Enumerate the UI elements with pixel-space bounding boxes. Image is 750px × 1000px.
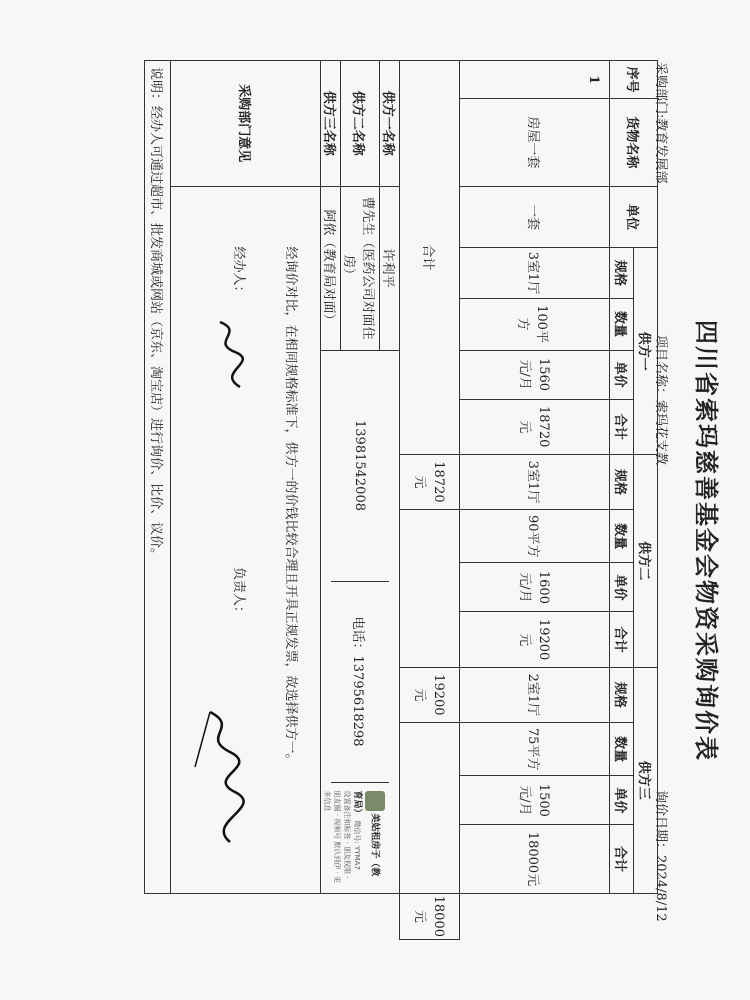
supplier2-name: 曹先生（医药公司对面住房） [341, 186, 380, 350]
header-supplier3: 供方三 [634, 667, 658, 893]
empty-cell [400, 722, 460, 893]
header-qty: 数量 [610, 722, 634, 775]
wechat-row4: 视频号 [333, 818, 341, 840]
supplier3-name: 阿侬（教育局对面） [321, 186, 341, 350]
wechat-row4b: 默认到伊 [333, 841, 341, 870]
header-seq: 序号 [610, 61, 658, 99]
supplier2-label: 供方二名称 [341, 61, 380, 187]
row-unit: 一套 [460, 186, 610, 248]
inquiry-table [144, 60, 658, 940]
s2-price: 1600元/月 [460, 563, 610, 612]
header-price: 单价 [610, 563, 634, 612]
wechat-row1: 设置备注和标签 [343, 790, 351, 840]
date-label: 询价日期：2024/8/12 [653, 790, 668, 922]
opinion-label: 采购部门意见 [171, 61, 321, 187]
handler-label: 经办人： [231, 246, 246, 299]
handler-signature [205, 317, 250, 397]
wechat-id: 微信号: YYMA7 [353, 820, 361, 870]
wechat-row2: 朋友权限 [343, 846, 351, 875]
avatar [365, 791, 385, 811]
form-title: 四川省索玛慈善基金会物资采购询价表 [692, 320, 721, 762]
s3-price: 1500元/月 [460, 776, 610, 825]
sum-label: 合计 [400, 61, 460, 455]
s3-spec: 2室1厅 [460, 667, 610, 722]
header-price: 单价 [610, 776, 634, 825]
header-name: 货物名称 [610, 99, 658, 186]
row-goods-name: 房屋一套 [460, 99, 610, 186]
s1-qty: 100平方 [460, 298, 610, 350]
header-qty: 数量 [610, 510, 634, 563]
empty-cell [400, 510, 460, 668]
s2-qty: 90平方 [460, 510, 610, 563]
header-unit: 单位 [610, 186, 658, 248]
header-price: 单价 [610, 350, 634, 399]
s1-total: 18720元 [460, 399, 610, 454]
responsible-label: 负责人： [231, 566, 246, 619]
s2-spec: 3室1厅 [460, 454, 610, 509]
s1-price: 1560元/月 [460, 350, 610, 399]
supplier2-contact: 电话：13795618298 [331, 582, 389, 783]
s3-total: 18000元 [460, 825, 610, 893]
header-total: 合计 [610, 825, 634, 893]
responsible-signature [190, 707, 250, 847]
s2-total: 19200元 [460, 612, 610, 667]
supplier3-label: 供方三名称 [321, 61, 341, 187]
s1-sum: 18720元 [400, 454, 460, 509]
footnote: 说明：经办人可通过超市、批发商城或网站（京东、淘宝店）进行询价、比价、议价。 [145, 61, 171, 894]
s1-spec: 3室1厅 [460, 248, 610, 298]
header-spec: 规格 [610, 248, 634, 298]
wechat-row3: 朋友圈 [333, 790, 341, 812]
s2-sum: 19200元 [400, 667, 460, 722]
wechat-row5: 更多信息 [323, 790, 341, 884]
dept-label: 采购部门:教育发展部 [653, 62, 668, 184]
wechat-card: 美姑租房子（教育局） 微信号: YYMA7 设置备注和标签 · 朋友权限 · 朋友圈 · 视频号 默认到伊 · 更多信息 [323, 783, 389, 893]
header-total: 合计 [610, 399, 634, 454]
header-spec: 规格 [610, 454, 634, 509]
header-qty: 数量 [610, 298, 634, 350]
s3-qty: 75平方 [460, 722, 610, 775]
header-total: 合计 [610, 612, 634, 667]
supplier1-contact: 13981542008 [331, 351, 389, 582]
supplier1-label: 供方一名称 [380, 61, 400, 187]
header-supplier2: 供方二 [634, 454, 658, 667]
header-spec: 规格 [610, 667, 634, 722]
wechat-nickname: 美姑租房子（教育局） [352, 790, 380, 877]
s3-sum: 18000元 [400, 893, 460, 939]
opinion-text: 经询价对比，在相同规格标准下，供方一的价钱比较合理且开具正规发票，故选择供方一。 [283, 246, 298, 767]
row-seq: 1 [460, 61, 610, 99]
header-supplier1: 供方一 [634, 248, 658, 454]
project-label: 项目名称：索玛花支教 [653, 335, 668, 466]
supplier1-name: 许利平 [380, 186, 400, 350]
